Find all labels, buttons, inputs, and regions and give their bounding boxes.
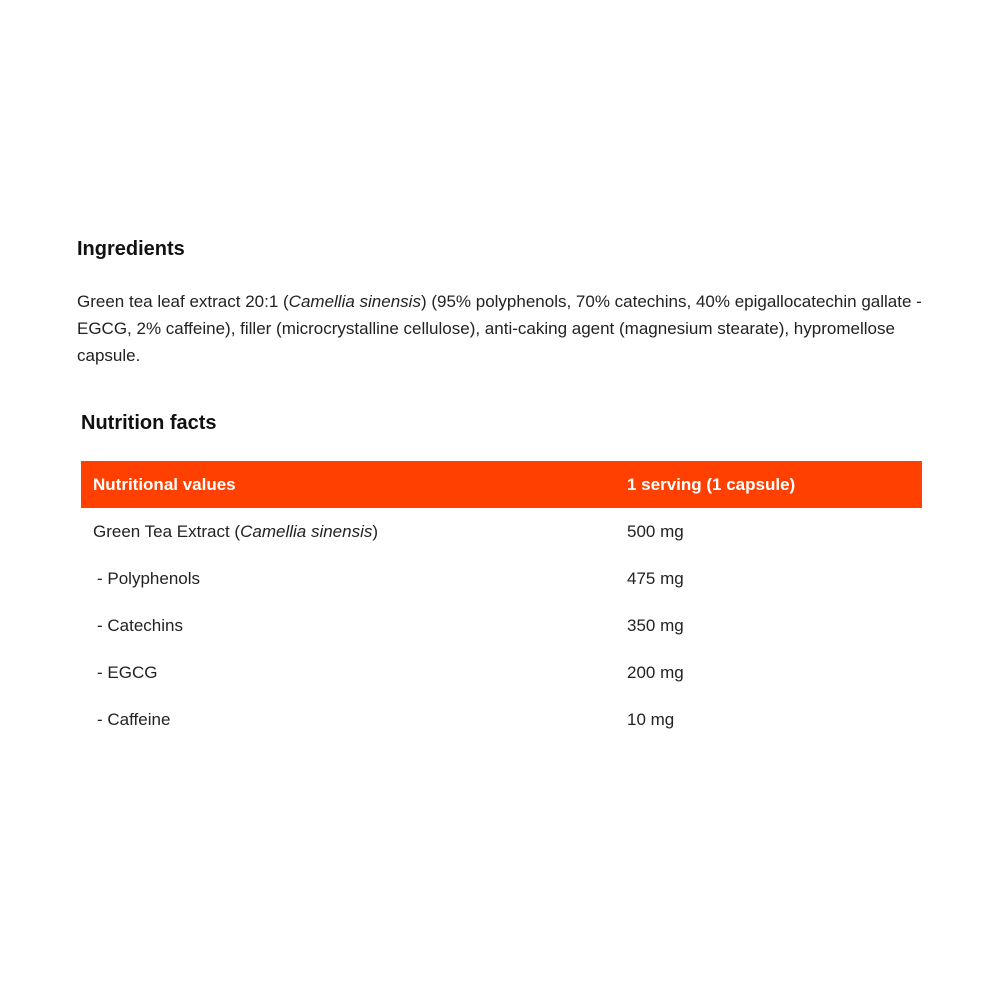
row-name-prefix: Green Tea Extract ( <box>93 521 241 541</box>
ingredients-heading: Ingredients <box>77 238 185 260</box>
row-name-green-tea-extract <box>81 508 627 555</box>
nutrition-heading: Nutrition facts <box>81 412 217 434</box>
table-row <box>81 602 922 649</box>
row-name-suffix: ) <box>372 521 379 541</box>
row-value-green-tea-extract: 500 mg <box>627 521 684 541</box>
ingredients-text-part2: ) (95% polyphenols, 70% catechins, 40% epigallocatechin gallate - EGCG, 2% caffeine), filler (microcrystalline cellulose), anti-caking agent (magnesium stearate), hypromellose capsule. <box>77 292 922 365</box>
table-row <box>81 696 922 743</box>
ingredients-text-latin-name: Camellia sinensis <box>288 292 421 311</box>
row-value-caffeine: 10 mg <box>627 709 675 729</box>
header-nutritional-values: Nutritional values <box>81 461 627 508</box>
table-row <box>81 649 922 696</box>
header-serving: 1 serving (1 capsule) <box>627 461 922 508</box>
table-row <box>81 555 922 602</box>
row-value-egcg: 200 mg <box>627 662 684 682</box>
table-row <box>81 508 922 555</box>
ingredients-text <box>77 288 927 369</box>
nutrition-table <box>81 461 922 743</box>
row-value-catechins: 350 mg <box>627 615 684 635</box>
nutrition-table-header-row <box>81 461 922 508</box>
row-name-catechins: - Catechins <box>97 615 183 635</box>
row-name-egcg: - EGCG <box>97 662 158 682</box>
row-value-polyphenols: 475 mg <box>627 568 684 588</box>
row-name-latin: Camellia sinensis <box>240 521 373 541</box>
row-name-caffeine: - Caffeine <box>97 709 171 729</box>
ingredients-text-part1: Green tea leaf extract 20:1 ( <box>77 292 289 311</box>
row-name-polyphenols: - Polyphenols <box>97 568 201 588</box>
